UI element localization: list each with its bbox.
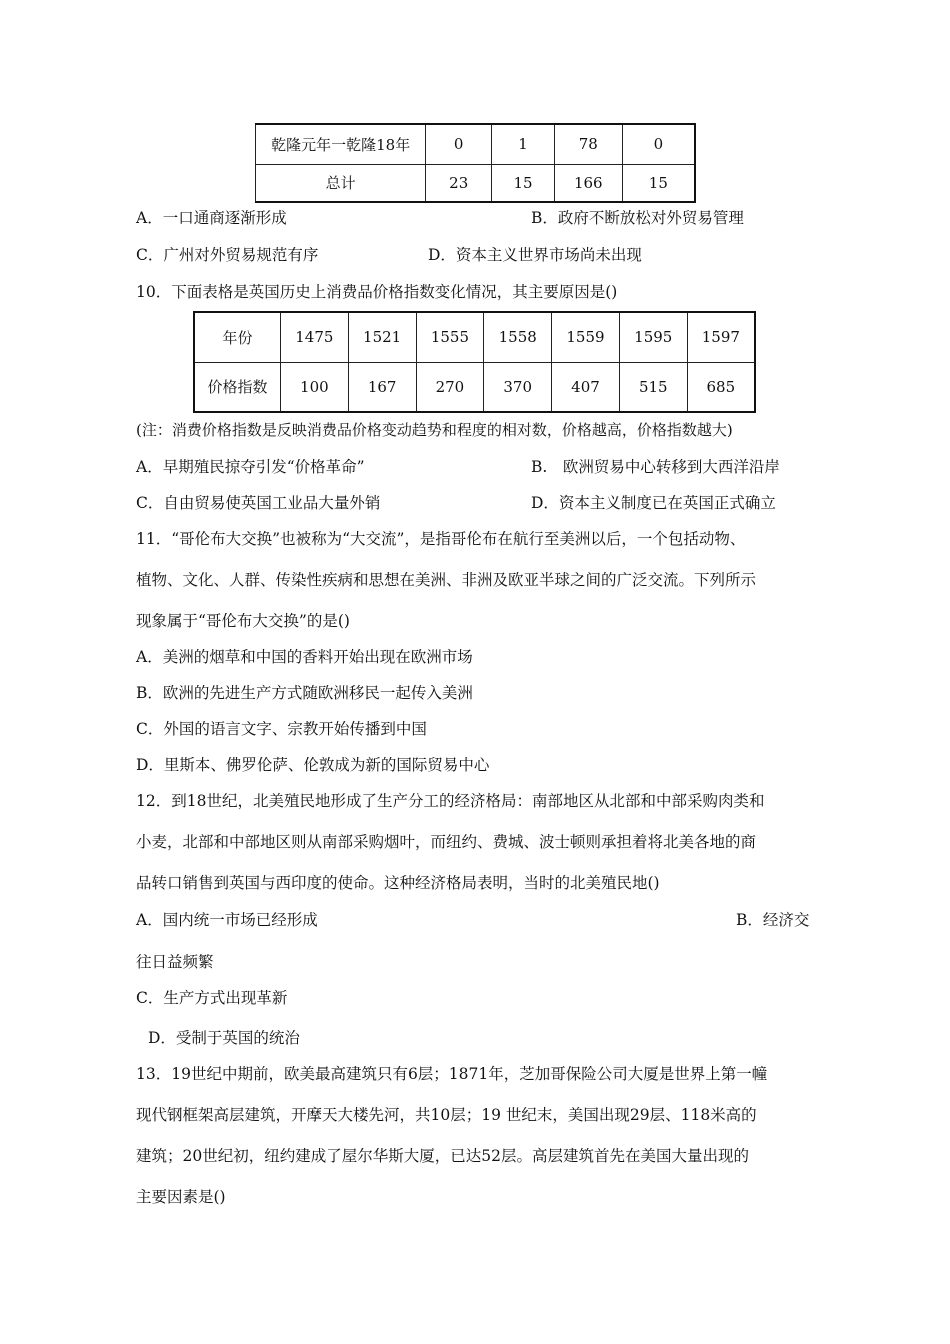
q11-option-d: D．里斯本、佛罗伦萨、伦敦成为新的国际贸易中心 [136, 756, 490, 774]
table-cell: 15 [622, 164, 695, 202]
price-index-table [193, 311, 756, 413]
q12-option-d: D．受制于英国的统治 [148, 1029, 300, 1047]
table-cell: 270 [416, 362, 484, 412]
table-cell: 166 [554, 164, 622, 202]
table-cell: 685 [687, 362, 755, 412]
q11-option-a: A．美洲的烟草和中国的香料开始出现在欧洲市场 [136, 648, 473, 666]
table-cell: 乾隆元年一乾隆18年 [256, 124, 426, 164]
table-cell: 0 [622, 124, 695, 164]
q13-stem-line-1: 13．19世纪中期前，欧美最高建筑只有6层；1871年，芝加哥保险公司大厦是世界上第一幢 [136, 1065, 768, 1083]
q10-stem: 10．下面表格是英国历史上消费品价格指数变化情况，其主要原因是() [136, 283, 618, 301]
table-row [256, 164, 696, 202]
q12-option-c: C．生产方式出现革新 [136, 989, 288, 1007]
q10-option-c: C．自由贸易使英国工业品大量外销 [136, 494, 381, 512]
table-cell: 1 [492, 124, 555, 164]
q12-option-b: B．经济交 [736, 911, 810, 929]
table-cell: 167 [348, 362, 416, 412]
q11-option-b: B．欧洲的先进生产方式随欧洲移民一起传入美洲 [136, 684, 473, 702]
table-cell: 1597 [687, 312, 755, 362]
q11-stem-line-3: 现象属于“哥伦布大交换”的是() [136, 612, 350, 630]
q11-option-c: C．外国的语言文字、宗教开始传播到中国 [136, 720, 427, 738]
table-cell: 1558 [484, 312, 552, 362]
table-cell: 78 [554, 124, 622, 164]
q12-stem-line-2: 小麦，北部和中部地区则从南部采购烟叶，而纽约、费城、波士顿则承担着将北美各地的商 [136, 833, 757, 851]
q12-option-b-continued: 往日益频繁 [136, 953, 214, 971]
q10-note: (注：消费价格指数是反映消费品价格变动趋势和程度的相对数，价格越高，价格指数越大) [136, 421, 733, 439]
q13-stem-line-2: 现代钢框架高层建筑，开摩天大楼先河，共10层；19 世纪末，美国出现29层、118米高的 [136, 1106, 757, 1124]
q12-stem-line-3: 品转口销售到英国与西印度的使命。这种经济格局表明，当时的北美殖民地() [136, 874, 660, 892]
table-cell: 1475 [280, 312, 348, 362]
table-cell: 1521 [348, 312, 416, 362]
table-header-cell: 价格指数 [194, 362, 280, 412]
table-row [194, 362, 755, 412]
q9-option-c: C．广州对外贸易规范有序 [136, 246, 319, 264]
table-header-cell: 年份 [194, 312, 280, 362]
trade-table [255, 123, 696, 203]
q9-option-a: A．一口通商逐渐形成 [136, 209, 287, 227]
q10-option-b: B. 欧洲贸易中心转移到大西洋沿岸 [531, 458, 780, 476]
table-cell: 1595 [619, 312, 687, 362]
q9-option-d: D．资本主义世界市场尚未出现 [428, 246, 642, 264]
q12-stem-line-1: 12．到18世纪，北美殖民地形成了生产分工的经济格局：南部地区从北部和中部采购肉类和 [136, 792, 765, 810]
q11-stem-line-2: 植物、文化、人群、传染性疾病和思想在美洲、非洲及欧亚半球之间的广泛交流。下列所示 [136, 571, 757, 589]
table-cell: 15 [492, 164, 555, 202]
table-cell: 1559 [552, 312, 620, 362]
table-cell: 0 [426, 124, 492, 164]
table-cell: 407 [552, 362, 620, 412]
q10-option-d: D．资本主义制度已在英国正式确立 [531, 494, 776, 512]
table-cell: 总计 [256, 164, 426, 202]
table-cell: 515 [619, 362, 687, 412]
q9-option-b: B．政府不断放松对外贸易管理 [531, 209, 744, 227]
table-cell: 370 [484, 362, 552, 412]
q11-stem-line-1: 11．“哥伦布大交换”也被称为“大交流”，是指哥伦布在航行至美洲以后，一个包括动物、 [136, 530, 746, 548]
q13-stem-line-3: 建筑；20世纪初，纽约建成了屋尔华斯大厦，已达52层。高层建筑首先在美国大量出现的 [136, 1147, 749, 1165]
table-row [256, 124, 696, 164]
q10-option-a: A．早期殖民掠夺引发“价格革命” [136, 458, 365, 476]
q13-stem-line-4: 主要因素是() [136, 1188, 226, 1206]
table-cell: 23 [426, 164, 492, 202]
q12-option-a: A．国内统一市场已经形成 [136, 911, 318, 929]
table-cell: 1555 [416, 312, 484, 362]
table-row [194, 312, 755, 362]
table-cell: 100 [280, 362, 348, 412]
